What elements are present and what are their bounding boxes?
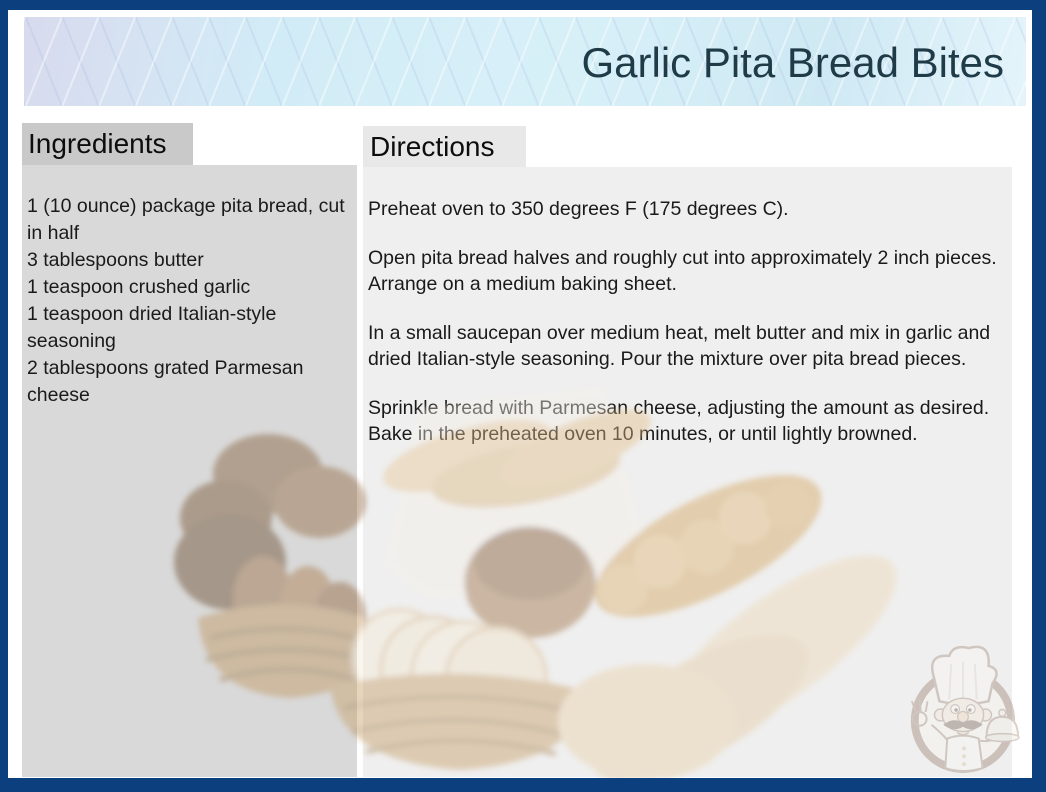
directions-list [368, 196, 1000, 447]
directions-heading: Directions [363, 126, 526, 167]
ingredient-item: 1 (10 ounce) package pita bread, cut in half [27, 195, 345, 244]
direction-step: Sprinkle bread with Parmesan cheese, adjusting the amount as desired. Bake in the preheated oven 10 minutes, or until lightly browned. [368, 397, 990, 445]
ingredients-heading: Ingredients [22, 123, 193, 165]
ingredient-item: 3 tablespoons butter [27, 249, 204, 271]
page-title: Garlic Pita Bread Bites [581, 39, 1004, 86]
directions-panel [363, 167, 1012, 777]
ingredient-item: 1 teaspoon dried Italian-style seasoning [27, 303, 277, 352]
direction-step: Open pita bread halves and roughly cut into approximately 2 inch pieces. Arrange on a medium baking sheet. [368, 247, 997, 295]
title-banner [24, 17, 1026, 106]
direction-step: Preheat oven to 350 degrees F (175 degrees C). [368, 198, 789, 220]
direction-step: In a small saucepan over medium heat, melt butter and mix in garlic and dried Italian-style seasoning. Pour the mixture over pita bread pieces. [368, 322, 991, 370]
ingredient-item: 1 teaspoon crushed garlic [27, 276, 251, 298]
ingredients-panel [22, 165, 357, 777]
ingredient-item: 2 tablespoons grated Parmesan cheese [27, 357, 304, 406]
ingredients-list [27, 193, 353, 409]
